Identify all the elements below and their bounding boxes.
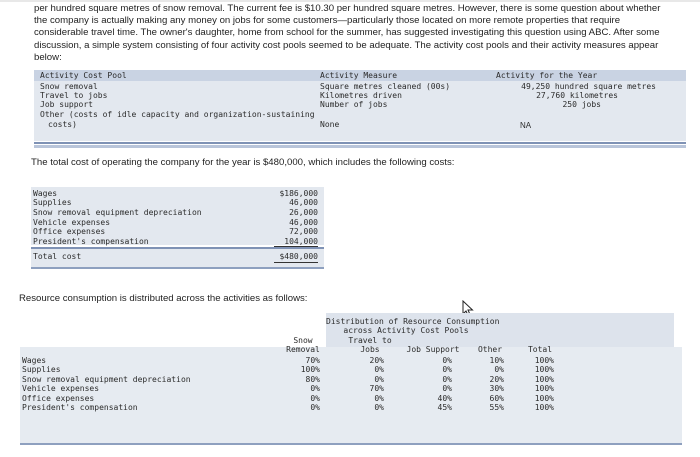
dist-row-label: Vehicle expenses: [22, 384, 100, 393]
pool-measure: Square metres cleaned (00s): [320, 82, 451, 91]
total-underline: [274, 262, 318, 263]
cost-total-value: $480,000: [279, 252, 318, 261]
dist-cell: 40%: [437, 394, 452, 403]
dist-cell: 20%: [369, 356, 384, 365]
dist-cell: 0%: [442, 365, 452, 374]
cost-value: 104,000: [284, 237, 318, 246]
cost-table: [31, 181, 324, 267]
cost-label: Office expenses: [33, 227, 106, 236]
dist-row-label: Office expenses: [22, 394, 95, 403]
dist-cell: 70%: [305, 356, 320, 365]
col-header-other: Other: [477, 345, 503, 354]
activity-pool-table: [34, 70, 686, 148]
cost-value: 72,000: [289, 227, 318, 236]
dist-cell: 60%: [489, 394, 504, 403]
dist-cell: 0%: [374, 403, 384, 412]
pool-rule-shade: [34, 145, 686, 148]
dist-cell: 100%: [300, 365, 320, 374]
pool-name: Travel to jobs: [40, 91, 108, 100]
dist-cell: 30%: [489, 384, 504, 393]
cost-rule-bottom: [31, 267, 324, 269]
col-header-job: Job Support: [406, 345, 460, 354]
dist-cell: 100%: [534, 375, 554, 384]
intro-paragraph: per hundred square metres of snow removal. The current fee is $10.30 per hundred square metres. However, there is some question about whether the company is actually making any money on jobs for some customers—particularly those located on more remote properties that require considerable travel time. The owner's daughter, home from school for the summer, has suggested investigating this question using ABC. After some discussion, a simple system consisting of four activity cost pools seemed to be adequate. The activity cost pools and their activity measures appear below:: [34, 3, 661, 63]
dist-cell: 0%: [374, 394, 384, 403]
pool-header-measure: Activity Measure: [320, 71, 398, 80]
pool-name-cont: costs): [48, 120, 77, 129]
pool-header-pool: Activity Cost Pool: [40, 71, 127, 80]
pool-measure: Kilometres driven: [320, 91, 402, 100]
cost-value: 46,000: [289, 198, 318, 207]
dist-cell: 55%: [489, 403, 504, 412]
col-header-total: Total: [527, 345, 553, 354]
pool-name: Snow removal: [40, 82, 98, 91]
dist-row-label: Supplies: [22, 365, 61, 374]
dist-cell: 100%: [534, 365, 554, 374]
dist-cell: 100%: [534, 403, 554, 412]
cost-value: 46,000: [289, 218, 318, 227]
cost-label: Snow removal equipment depreciation: [33, 208, 202, 217]
cost-label: Vehicle expenses: [33, 218, 111, 227]
pool-measure: None: [320, 120, 340, 129]
cost-total-label: Total cost: [33, 252, 82, 261]
dist-cell: 0%: [310, 403, 320, 412]
dist-cell: 100%: [534, 384, 554, 393]
distribution-rule: [20, 443, 682, 445]
col-header-travel: Travel to: [348, 336, 392, 345]
total-cost-sentence: The total cost of operating the company for the year is $480,000, which includes the following costs:: [31, 157, 455, 168]
top-divider: [0, 0, 700, 2]
pool-activity: NA: [520, 121, 532, 130]
pool-measure: Number of jobs: [320, 100, 388, 109]
cost-label: Wages: [33, 189, 58, 198]
col-header-travel: Jobs: [360, 345, 380, 354]
dist-cell: 0%: [442, 375, 452, 384]
dist-cell: 0%: [494, 365, 504, 374]
dist-cell: 10%: [489, 356, 504, 365]
cost-value: 26,000: [289, 208, 318, 217]
resource-sentence: Resource consumption is distributed across the activities as follows:: [19, 293, 308, 304]
dist-cell: 0%: [310, 394, 320, 403]
pool-header-activity: Activity for the Year: [496, 71, 598, 80]
dist-cell: 20%: [489, 375, 504, 384]
pool-activity: 49,250 hundred square metres: [521, 82, 656, 91]
distribution-table: [20, 313, 682, 453]
dist-cell: 0%: [374, 365, 384, 374]
subtotal-underline: [274, 246, 318, 247]
col-header-snow: Snow: [293, 336, 313, 345]
pool-rule: [34, 142, 686, 144]
distribution-subtitle: across Activity Cost Pools: [343, 326, 469, 335]
dist-row-label: Snow removal equipment depreciation: [22, 375, 191, 384]
col-header-snow: Removal: [286, 345, 320, 354]
cost-label: Supplies: [33, 198, 72, 207]
dist-cell: 0%: [310, 384, 320, 393]
dist-cell: 0%: [374, 375, 384, 384]
dist-row-label: Wages: [22, 356, 47, 365]
dist-cell: 70%: [369, 384, 384, 393]
pool-activity: 27,760 kilometres: [536, 91, 618, 100]
dist-cell: 100%: [534, 394, 554, 403]
cost-value: $186,000: [279, 189, 318, 198]
cost-label: President's compensation: [33, 237, 149, 246]
dist-cell: 0%: [442, 356, 452, 365]
dist-row-label: President's compensation: [22, 403, 138, 412]
dist-cell: 100%: [534, 356, 554, 365]
pool-name: Other (costs of idle capacity and organization-sustaining: [40, 110, 315, 119]
dist-cell: 80%: [305, 375, 320, 384]
distribution-title: Distribution of Resource Consumption: [326, 317, 500, 326]
dist-cell: 45%: [437, 403, 452, 412]
pool-name: Job support: [40, 100, 93, 109]
pool-activity: 250 jobs: [562, 100, 601, 109]
dist-cell: 0%: [442, 384, 452, 393]
